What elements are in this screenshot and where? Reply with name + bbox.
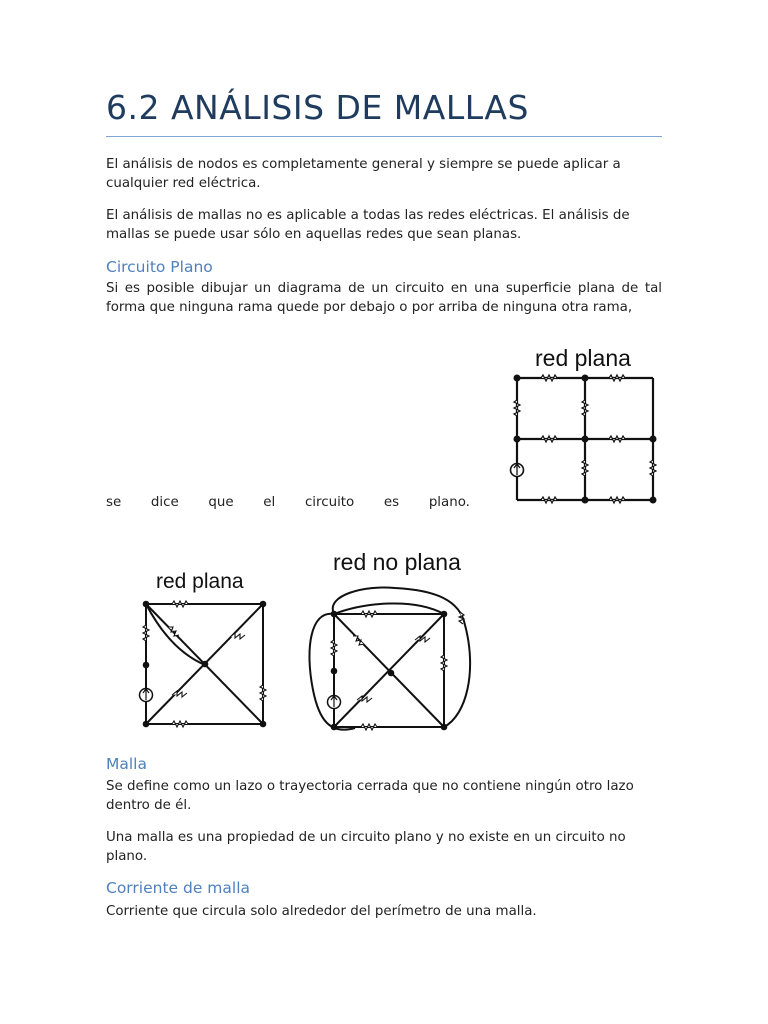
page-title: 6.2 ANÁLISIS DE MALLAS — [106, 88, 529, 127]
malla-paragraph-1: Se define como un lazo o trayectoria cerrada que no contiene ningún otro lazo dentro de él. — [106, 779, 634, 813]
heading-malla: Malla — [106, 755, 147, 773]
malla-paragraph-2: Una malla es una propiedad de un circuito plano y no existe en un circuito no plano. — [106, 830, 626, 864]
tail-word: plano. — [428, 495, 470, 510]
tail-word: el — [263, 495, 276, 510]
intro-paragraph-2: El análisis de mallas no es aplicable a todas las redes eléctricas. El análisis de mallas se puede usar sólo en aquellas redes que sean planas. — [106, 208, 630, 242]
heading-corriente-de-malla: Corriente de malla — [106, 879, 250, 897]
heading-circuito-plano: Circuito Plano — [106, 258, 213, 276]
nonplanar-figure-label: red no plana — [333, 549, 461, 575]
title-underline — [106, 136, 662, 137]
corriente-paragraph: Corriente que circula solo alrededor del perímetro de una malla. — [106, 904, 537, 919]
planar-network-figure — [130, 565, 280, 740]
tail-word: es — [383, 495, 400, 510]
intro-paragraph-1: El análisis de nodos es completamente general y siempre se puede aplicar a cualquier red eléctrica. — [106, 157, 621, 191]
tail-word: circuito — [304, 495, 355, 510]
tail-word: dice — [150, 495, 179, 510]
planar-figure-label: red plana — [156, 570, 244, 593]
grid-planar-network-figure — [505, 340, 665, 515]
circuito-plano-tail — [106, 495, 470, 510]
grid-figure-label: red plana — [535, 345, 631, 371]
tail-word: se — [106, 495, 122, 510]
circuito-plano-paragraph: Si es posible dibujar un diagrama de un circuito en una superficie plana de tal forma que ninguna rama quede por debajo o por arriba de ninguna otra rama, — [106, 281, 662, 315]
nonplanar-network-figure — [305, 540, 485, 740]
tail-word: que — [208, 495, 234, 510]
